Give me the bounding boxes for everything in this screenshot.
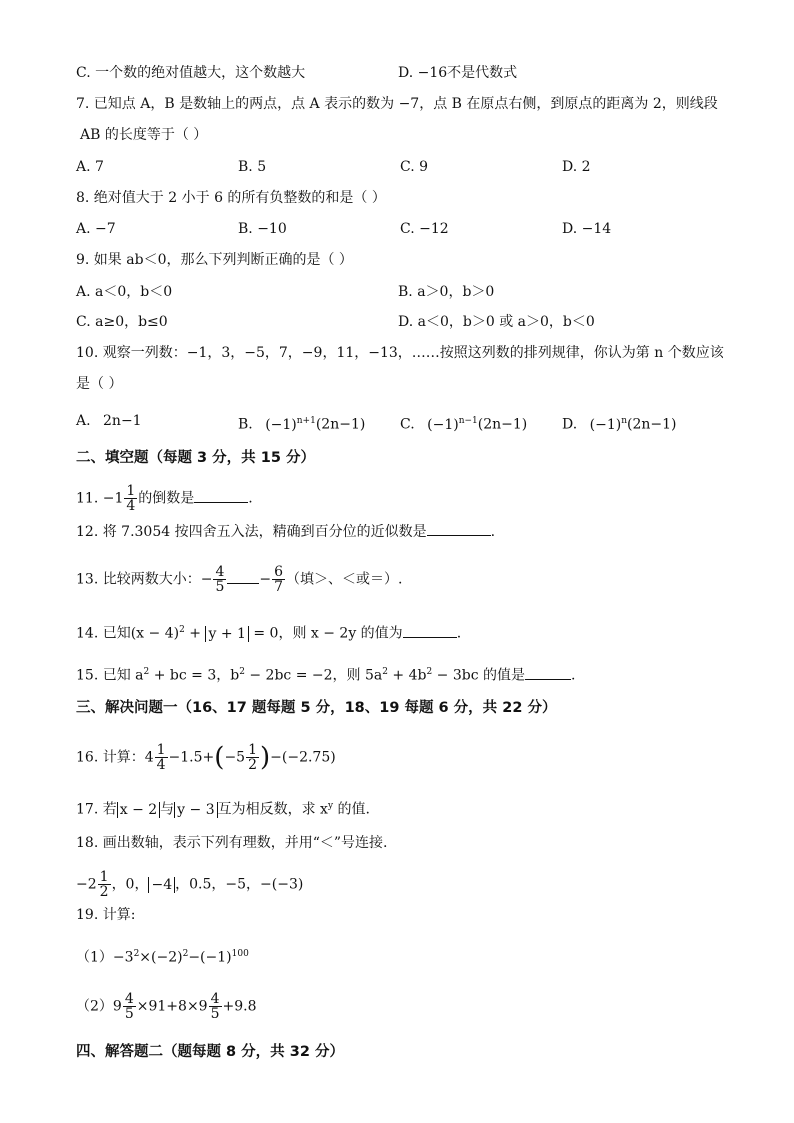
q12-text: 12. 将 7.3054 按四舍五入法，精确到百分位的近似数是 — [76, 524, 427, 540]
q8-option-b: B. −10 — [238, 221, 287, 237]
q15-part-1: + bc = 3，b — [149, 667, 240, 684]
q19-part-1-b-exp: 2 — [182, 949, 189, 959]
q9-option-d: D. a＜0，b＞0 或 a＞0，b＜0 — [398, 314, 595, 330]
q14-answer-blank[interactable] — [403, 637, 457, 638]
q19-part-2-b: ×91+8×9 — [136, 998, 208, 1015]
q15-end: . — [571, 667, 576, 684]
q7-stem-line1: 7. 已知点 A，B 是数轴上的两点，点 A 表示的数为 −7，点 B 在原点右侧，到原点的距离为 2，则线段 — [76, 96, 718, 112]
q19-part-1-label: （1） — [76, 949, 113, 966]
q19-part-2-a: 9 — [112, 998, 122, 1015]
q15-prefix: 15. 已知 a — [76, 667, 144, 684]
q18-fraction — [98, 870, 111, 899]
q7-option-b: B. 5 — [238, 159, 267, 175]
q13-numerator-1: 4 — [215, 564, 225, 580]
q19-part-2-c: +9.8 — [222, 998, 257, 1015]
q13-denominator-2: 7 — [274, 579, 284, 595]
q9-option-c: C. a≥0，b≤0 — [76, 314, 168, 330]
q16-right-paren: ) — [260, 742, 271, 773]
q19-part-1-b: ×(−2) — [139, 949, 183, 966]
q8-option-a: A. −7 — [76, 221, 116, 237]
q7-option-d: D. 2 — [562, 159, 591, 175]
q12-answer-blank[interactable] — [427, 535, 491, 536]
q11-numerator: 1 — [126, 483, 136, 499]
q18-abs: −4 — [148, 877, 175, 893]
q14-rest: = 0，则 x − 2y 的值为 — [248, 625, 403, 642]
q8-stem: 8. 绝对值大于 2 小于 6 的所有负整数的和是（ ） — [76, 190, 386, 206]
q14-end: . — [456, 625, 462, 642]
q17-end: 的值. — [333, 801, 370, 818]
q11-suffix: 的倒数是 — [138, 490, 195, 507]
q15-sq-4: 2 — [426, 667, 433, 677]
q10-option-c-label: C. — [400, 416, 415, 433]
q9-option-a: A. a＜0，b＜0 — [76, 284, 173, 300]
q19-part-2-label: （2） — [76, 998, 113, 1015]
q11-answer-blank[interactable] — [194, 502, 248, 503]
q19-part-1-a-exp: 2 — [133, 949, 140, 959]
q18-numbers — [76, 870, 303, 899]
q11-prefix: 11. −1 — [76, 490, 124, 507]
q14-prefix: 14. 已知 — [76, 625, 131, 642]
q10-option-b-exp: n+1 — [296, 416, 316, 426]
q18-list-2: ，0.5，−5，−(−3) — [175, 876, 304, 893]
q10-option-c-base: (−1) — [427, 416, 459, 433]
q15-sq-1: 2 — [143, 667, 150, 677]
q10-option-b-base: (−1) — [265, 416, 297, 433]
q10-stem-line1: 10. 观察一列数：−1，3，−5，7，−9，11，−13，……按照这列数的排列规律，你认为第 n 个数应该 — [76, 345, 724, 361]
q15-answer-blank[interactable] — [525, 679, 571, 680]
q10-option-d-base: (−1) — [589, 416, 622, 433]
q18-list-1: ，0， — [111, 876, 149, 893]
q11 — [76, 484, 253, 513]
q8-option-c: C. −12 — [400, 221, 449, 237]
q15-part-3: + 4b — [387, 667, 427, 684]
q17-prefix: 17. 若 — [76, 801, 117, 818]
q17-mid: 与 — [160, 801, 175, 818]
q16-numerator-2: 1 — [248, 742, 257, 758]
q14-expr-1: (x − 4) — [130, 625, 180, 642]
q13-numerator-2: 6 — [274, 564, 284, 580]
section-3-heading: 三、解决问题一（16、17 题每题 5 分，18、19 每题 6 分，共 22 分） — [76, 700, 557, 716]
q13-prefix: 13. 比较两数大小：− — [76, 571, 213, 588]
q19-part-2-numerator-2: 4 — [210, 991, 220, 1007]
q13-suffix: （填＞、＜或＝）. — [286, 571, 403, 588]
q6-option-d: D. −16不是代数式 — [398, 65, 518, 81]
q16-fraction-1 — [155, 743, 168, 772]
q16-numerator-1: 1 — [156, 742, 166, 758]
q15 — [76, 662, 575, 686]
q7-option-a: A. 7 — [76, 159, 104, 175]
q15-part-4: − 3bc 的值是 — [432, 667, 526, 684]
q16-prefix: 16. 计算：4 — [76, 749, 154, 766]
q10-option-d — [562, 411, 677, 435]
section-2-heading: 二、填空题（每题 3 分，共 15 分） — [76, 450, 315, 466]
q13-fraction-2 — [272, 565, 285, 594]
q19-part-2-denominator-1: 5 — [124, 1006, 134, 1022]
q14-exponent: 2 — [179, 625, 185, 635]
q19-part-2-denominator-2: 5 — [210, 1006, 220, 1022]
q7-stem-line2: AB 的长度等于（ ） — [80, 127, 208, 143]
q10-option-c-tail: (2n−1) — [477, 416, 528, 433]
q16-denominator-2: 2 — [248, 757, 257, 773]
q10-option-c-exp: n−1 — [458, 416, 478, 426]
q11-end: . — [248, 490, 253, 507]
q10-option-a — [76, 411, 142, 431]
q6-option-c: C. 一个数的绝对值越大，这个数越大 — [76, 65, 306, 81]
q11-fraction — [124, 484, 137, 513]
q19-part-1 — [76, 944, 249, 968]
q13 — [76, 565, 402, 594]
q15-part-2: − 2bc = −2，则 5a — [244, 667, 383, 684]
q17 — [76, 796, 370, 820]
q18-prefix: −2 — [76, 876, 97, 893]
q19-part-1-a: −3 — [112, 949, 134, 966]
q10-option-b-tail: (2n−1) — [315, 416, 366, 433]
q19-part-2-fraction-2 — [209, 992, 222, 1021]
q18-denominator: 2 — [99, 884, 109, 900]
q19-part-2-fraction-1 — [123, 992, 136, 1021]
q9-stem: 9. 如果 ab＜0，那么下列判断正确的是（ ） — [76, 252, 353, 268]
q11-denominator: 4 — [126, 498, 136, 514]
q10-option-b — [238, 411, 365, 435]
q16 — [76, 743, 336, 772]
q19-part-1-c: −(−1) — [188, 949, 232, 966]
q17-abs-2: y − 3 — [174, 802, 217, 818]
q10-option-b-label: B. — [238, 416, 253, 433]
section-4-heading: 四、解答题二（题每题 8 分，共 32 分） — [76, 1044, 344, 1060]
q13-minus: − — [259, 571, 272, 588]
q7-option-c: C. 9 — [400, 159, 429, 175]
q19-part-2-numerator-1: 4 — [124, 991, 134, 1007]
q13-denominator-1: 5 — [215, 579, 225, 595]
q12-end: . — [490, 524, 496, 540]
q19-part-1-c-exp: 100 — [231, 949, 249, 959]
q13-answer-blank[interactable] — [227, 583, 259, 584]
q10-option-c — [400, 411, 527, 435]
q12 — [76, 522, 495, 542]
q16-fraction-2 — [246, 743, 259, 772]
q16-tail: −(−2.75) — [270, 749, 336, 766]
q10-stem-line2: 是（ ） — [76, 376, 123, 392]
q17-exponent: y — [327, 801, 334, 811]
q14-plus: + — [184, 625, 206, 642]
q14 — [76, 620, 461, 644]
q10-option-a-label: A. — [76, 413, 91, 429]
q18-stem: 18. 画出数轴，表示下列有理数，并用“＜”号连接. — [76, 835, 388, 851]
q13-fraction-1 — [213, 565, 226, 594]
q17-abs-1: x − 2 — [117, 802, 160, 818]
q16-denominator-1: 4 — [156, 757, 166, 773]
q8-option-d: D. −14 — [562, 221, 612, 237]
q9-option-b: B. a＞0，b＞0 — [398, 284, 495, 300]
q10-option-d-tail: (2n−1) — [627, 416, 677, 433]
q10-option-d-exp: n — [621, 416, 627, 426]
q10-option-d-label: D. — [562, 416, 578, 433]
q15-sq-3: 2 — [382, 667, 388, 677]
q19-part-2 — [76, 992, 257, 1021]
q15-sq-2: 2 — [239, 667, 245, 677]
q10-option-a-expr: 2n−1 — [103, 413, 142, 429]
q16-left-paren: ( — [214, 742, 225, 773]
q19-stem: 19. 计算: — [76, 907, 136, 923]
q17-post: 互为相反数，求 x — [217, 801, 328, 818]
q16-mid: −1.5+ — [168, 749, 215, 766]
q18-numerator: 1 — [99, 869, 109, 885]
q16-neg5: −5 — [224, 749, 246, 766]
q14-abs-expr: y + 1 — [205, 626, 248, 642]
